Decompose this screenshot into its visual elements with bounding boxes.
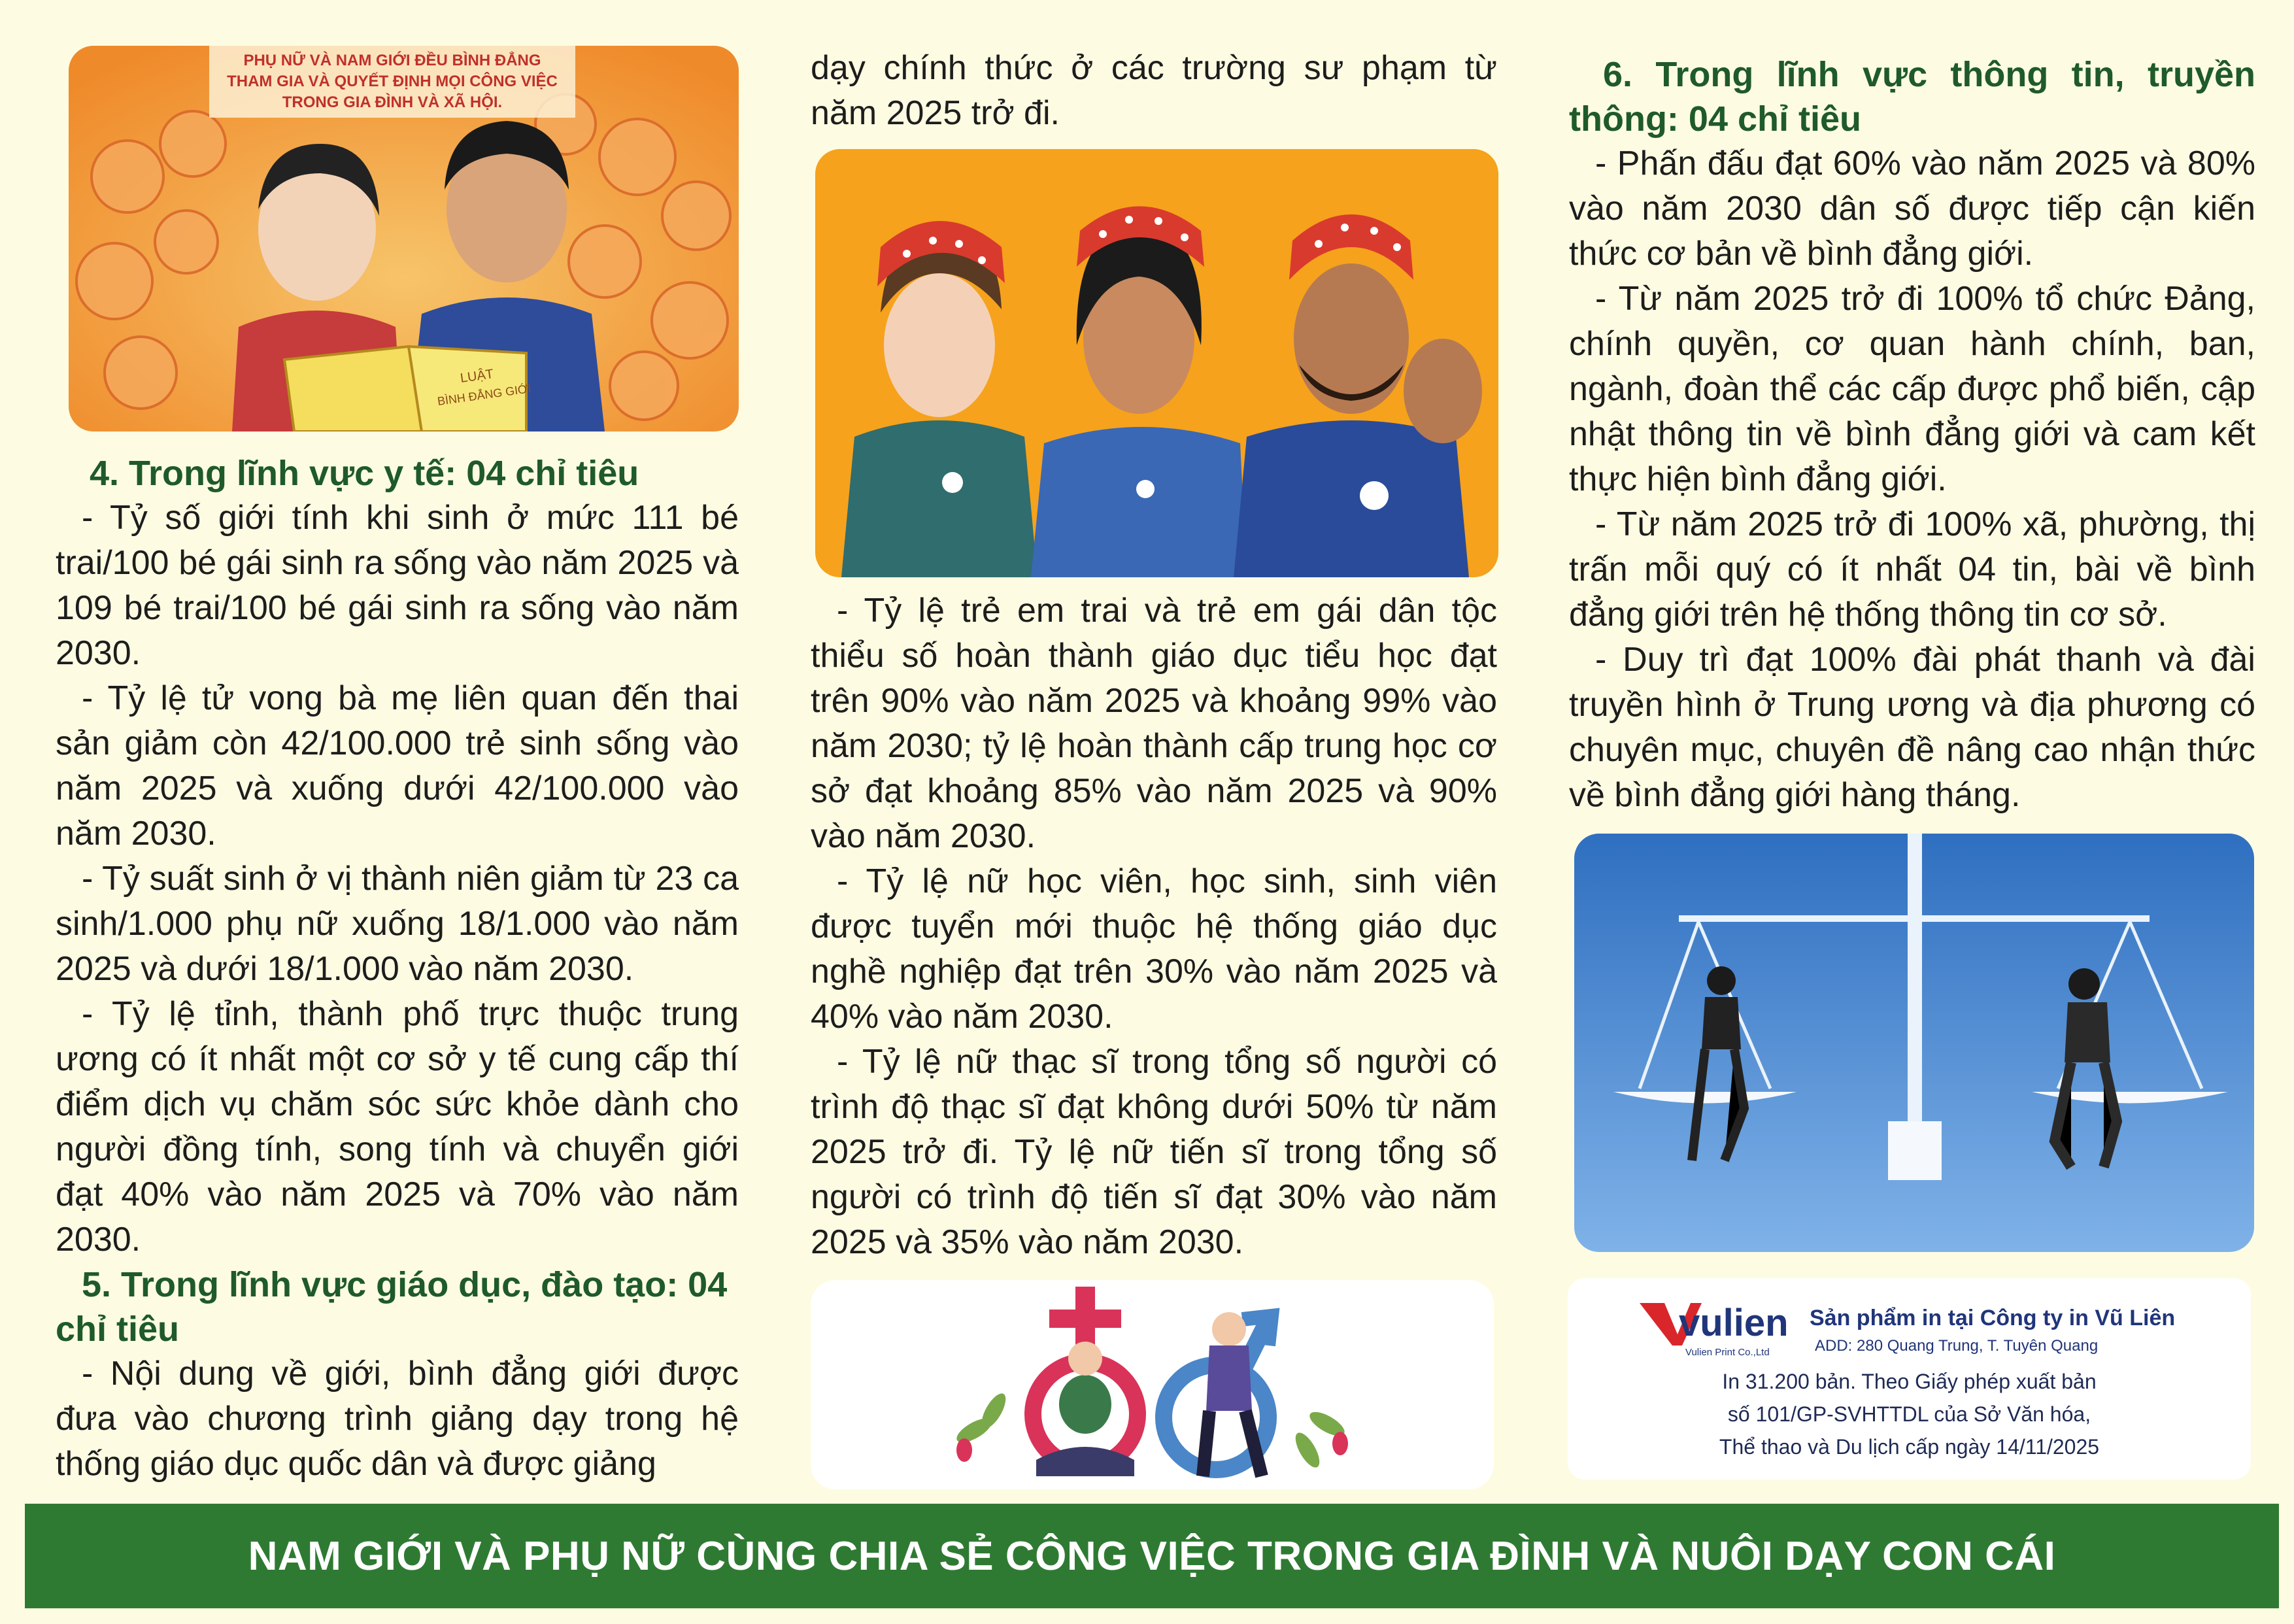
- logo-text: vulien: [1679, 1302, 1789, 1344]
- print-info-card: [1568, 1278, 2251, 1480]
- poster-illustration: [69, 46, 739, 431]
- section-6-item-2: - Từ năm 2025 trở đi 100% tổ chức Đảng, chính quyền, cơ quan hành chính, ban, ngành, đoàn thể các cấp được phổ biến, cập nhật thông tin về bình đẳng giới và cam kết thực hiện bình đẳng giới.: [1569, 280, 2255, 498]
- section-5-item-4: - Tỷ lệ nữ thạc sĩ trong tổng số người có trình độ thạc sĩ đạt không dưới 50% từ năm 2025 trở đi. Tỷ lệ nữ tiến sĩ trong tổng số người có trình độ tiến sĩ đạt 30% vào năm 2025 và 35% vào năm 2030.: [811, 1043, 1497, 1261]
- section-4-item-3: - Tỷ suất sinh ở vị thành niên giảm từ 23 ca sinh/1.000 phụ nữ xuống 18/1.000 vào năm 2025 và dưới 18/1.000 vào năm 2030.: [56, 860, 739, 988]
- footer-banner: [25, 1504, 2279, 1608]
- section-4-item-1: - Tỷ số giới tính khi sinh ở mức 111 bé trai/100 bé gái sinh ra sống vào năm 2025 và 109 bé trai/100 bé gái sinh ra sống vào năm 2030.: [56, 499, 739, 672]
- section-6-item-4: - Duy trì đạt 100% đài phát thanh và đài truyền hình ở Trung ương và địa phương có chuyên mục, chuyên đề nâng cao nhận thức về bình đẳng giới hàng tháng.: [1569, 641, 2255, 814]
- section-5-heading: 5. Trong lĩnh vực giáo dục, đào tạo: 04 chỉ tiêu: [56, 1265, 728, 1349]
- balance-scale-illustration: [1574, 834, 2254, 1252]
- poster-caption-line-1: PHỤ NỮ VÀ NAM GIỚI ĐỀU BÌNH ĐẲNG: [243, 52, 541, 69]
- print-license-line-3: Thể thao và Du lịch cấp ngày 14/11/2025: [1719, 1435, 2100, 1459]
- poster-caption-line-3: TRONG GIA ĐÌNH VÀ XÃ HỘI.: [282, 93, 503, 111]
- vulien-logo: [1640, 1296, 1803, 1358]
- section-5-item-1-continuation: dạy chính thức ở các trường sư phạm từ năm 2025 trở đi.: [811, 49, 1497, 132]
- printer-title: Sản phẩm in tại Công ty in Vũ Liên: [1810, 1306, 2176, 1330]
- book-label-law: LUẬT: [459, 367, 495, 386]
- gender-symbols-illustration: [811, 1280, 1494, 1489]
- book-label-gender-equality: BÌNH ĐẲNG GIỚI: [436, 382, 532, 408]
- logo-subtext: Vulien Print Co.,Ltd: [1685, 1347, 1770, 1358]
- section-6-heading: 6. Trong lĩnh vực thông tin, truyền thông: 04 chỉ tiêu: [1569, 55, 2255, 139]
- column-1: [56, 451, 739, 1487]
- gender-symbols-image: [811, 1280, 1494, 1489]
- three-workers-illustration: [815, 149, 1498, 577]
- vulien-logo-mark: [1640, 1296, 1803, 1349]
- section-6-item-1: - Phấn đấu đạt 60% vào năm 2025 và 80% vào năm 2030 dân số được tiếp cận kiến thức cơ bản về bình đẳng giới.: [1569, 144, 2255, 273]
- section-4-item-4: - Tỷ lệ tỉnh, thành phố trực thuộc trung ương có ít nhất một cơ sở y tế cung cấp thí điểm dịch vụ chăm sóc sức khỏe dành cho người đồng tính, song tính và chuyển giới đạt 40% vào năm 2025 và 70% vào năm 2030.: [56, 995, 739, 1259]
- poster-caption-line-2: THAM GIA VÀ QUYẾT ĐỊNH MỌI CÔNG VIỆC: [227, 73, 558, 90]
- section-5-item-1: - Nội dung về giới, bình đẳng giới được đưa vào chương trình giảng dạy trong hệ thống giáo dục quốc dân và được giảng: [56, 1355, 739, 1483]
- column-3: [1569, 52, 2255, 818]
- balance-scale-image: [1574, 834, 2254, 1252]
- column-2-bottom: [811, 588, 1497, 1265]
- section-4-heading: 4. Trong lĩnh vực y tế: 04 chỉ tiêu: [90, 454, 639, 493]
- workers-illustration-image: [815, 149, 1498, 577]
- print-license-line-1: In 31.200 bản. Theo Giấy phép xuất bản: [1722, 1370, 2097, 1393]
- section-4-item-2: - Tỷ lệ tử vong bà mẹ liên quan đến thai sản giảm còn 42/100.000 trẻ sinh sống vào năm 2025 và xuống dưới 42/100.000 vào năm 2030.: [56, 679, 739, 853]
- section-5-item-2: - Tỷ lệ trẻ em trai và trẻ em gái dân tộc thiểu số hoàn thành giáo dục tiểu học đạt trên 90% vào năm 2025 và khoảng 99% vào năm 2030; tỷ lệ hoàn thành cấp trung học cơ sở đạt khoảng 85% vào năm 2025 và 90% vào năm 2030.: [811, 592, 1497, 855]
- section-5-item-3: - Tỷ lệ nữ học viên, học sinh, sinh viên được tuyển mới thuộc hệ thống giáo dục nghề nghiệp đạt trên 30% vào năm 2025 và 40% vào năm 2030.: [811, 862, 1497, 1036]
- section-6-item-3: - Từ năm 2025 trở đi 100% xã, phường, thị trấn mỗi quý có ít nhất 04 tin, bài về bình đẳng giới trên hệ thống thông tin cơ sở.: [1569, 505, 2255, 634]
- footer-slogan: NAM GIỚI VÀ PHỤ NỮ CÙNG CHIA SẺ CÔNG VIỆC TRONG GIA ĐÌNH VÀ NUÔI DẠY CON CÁI: [248, 1533, 2056, 1579]
- print-license-line-2: số 101/GP-SVHTTDL của Sở Văn hóa,: [1727, 1402, 2091, 1426]
- propaganda-poster-image: [69, 46, 739, 431]
- column-2-top: [811, 46, 1497, 136]
- printer-address: ADD: 280 Quang Trung, T. Tuyên Quang: [1815, 1337, 2099, 1355]
